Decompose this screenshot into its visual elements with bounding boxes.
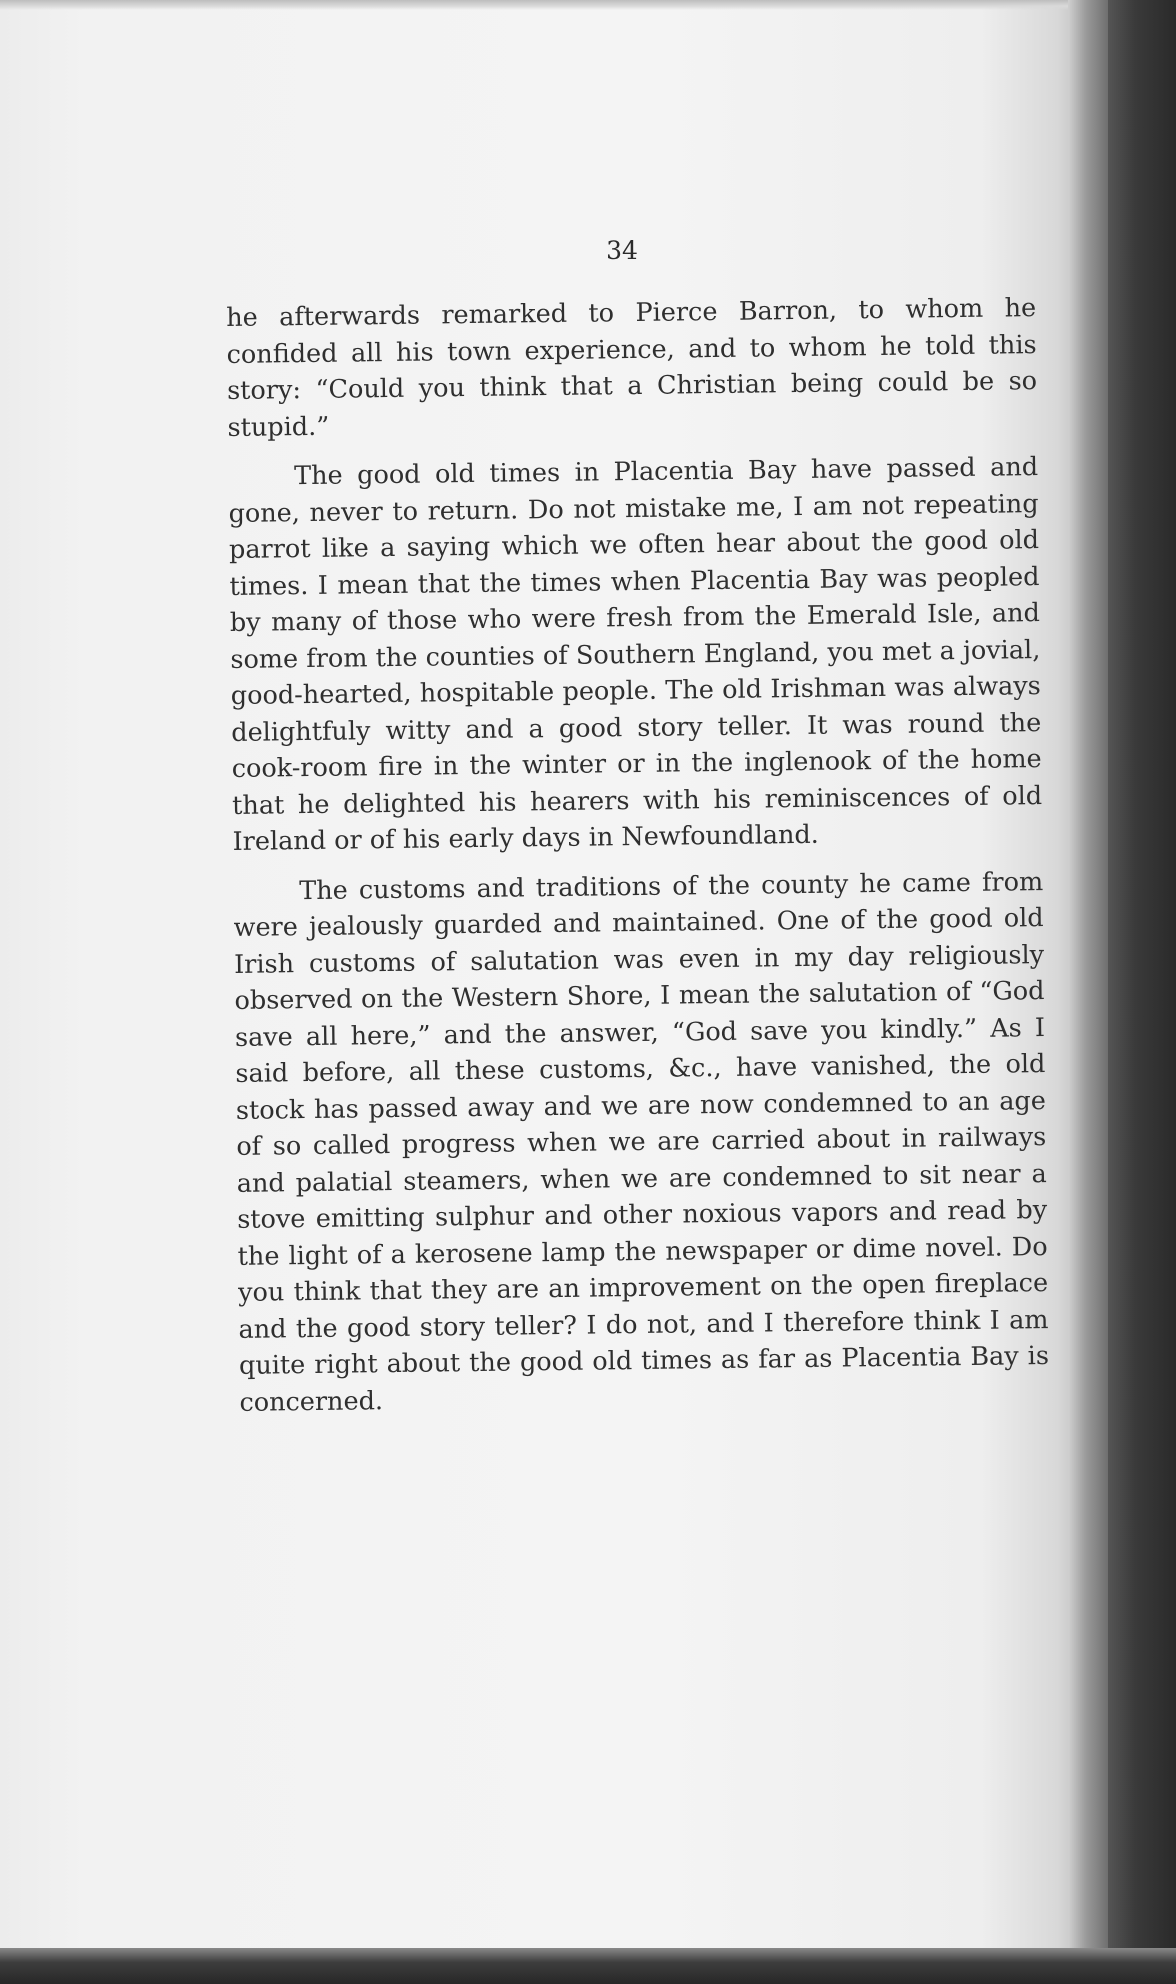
paragraph-3: The customs and traditions of the county he came from were jealously guarded and maintained. One of the good old Irish customs of salutation was even in my day religiously observed on the Western Shore, I mean the salutation of “God save all here,” and the answer, “God save you kindly.” As I said before, all these customs, &c., have vanished, the old stock has passed away and we are now condemned to an age of so called progress when we are carried about in railways and palatial steamers, when we are condemned to sit near a stove emitting sulphur and other noxious vapors and read by the light of a kerosene lamp the newspaper or dime novel. Do you think that they are an improvement on the open fireplace and the good story teller? I do not, and I therefore think I am quite right about the good old times as far as Placentia Bay is concerned.: [233, 866, 1050, 1418]
page-gutter-shadow: [1068, 0, 1108, 1948]
book-spine: [1108, 0, 1176, 1984]
page-number: 34: [606, 236, 638, 265]
paragraph-2: The good old times in Placentia Bay have passed and gone, never to return. Do not mistake me, I am not repeating parrot like a saying which we often hear about the good old times. I mean that the times when Placentia Bay was peopled by many of those who were fresh from the Emerald Isle, and some from the counties of Southern England, you met a jovial, good-hearted, hospitable people. The old Irishman was always delightfuly witty and a good story teller. It was round the cook-room fire in the winter or in the inglenook of the home that he delighted his hearers with his reminiscences of old Ireland or of his early days in Newfoundland.: [228, 452, 1043, 857]
page-top-edge: [0, 0, 1090, 10]
body-text: [226, 290, 1050, 1421]
scan-bottom-edge: [0, 1948, 1176, 1984]
paragraph-1: he afterwards remarked to Pierce Barron, to whom he confided all his town experience, and to whom he told this story: “Could you think that a Christian being could be so stupid.”: [226, 293, 1038, 443]
